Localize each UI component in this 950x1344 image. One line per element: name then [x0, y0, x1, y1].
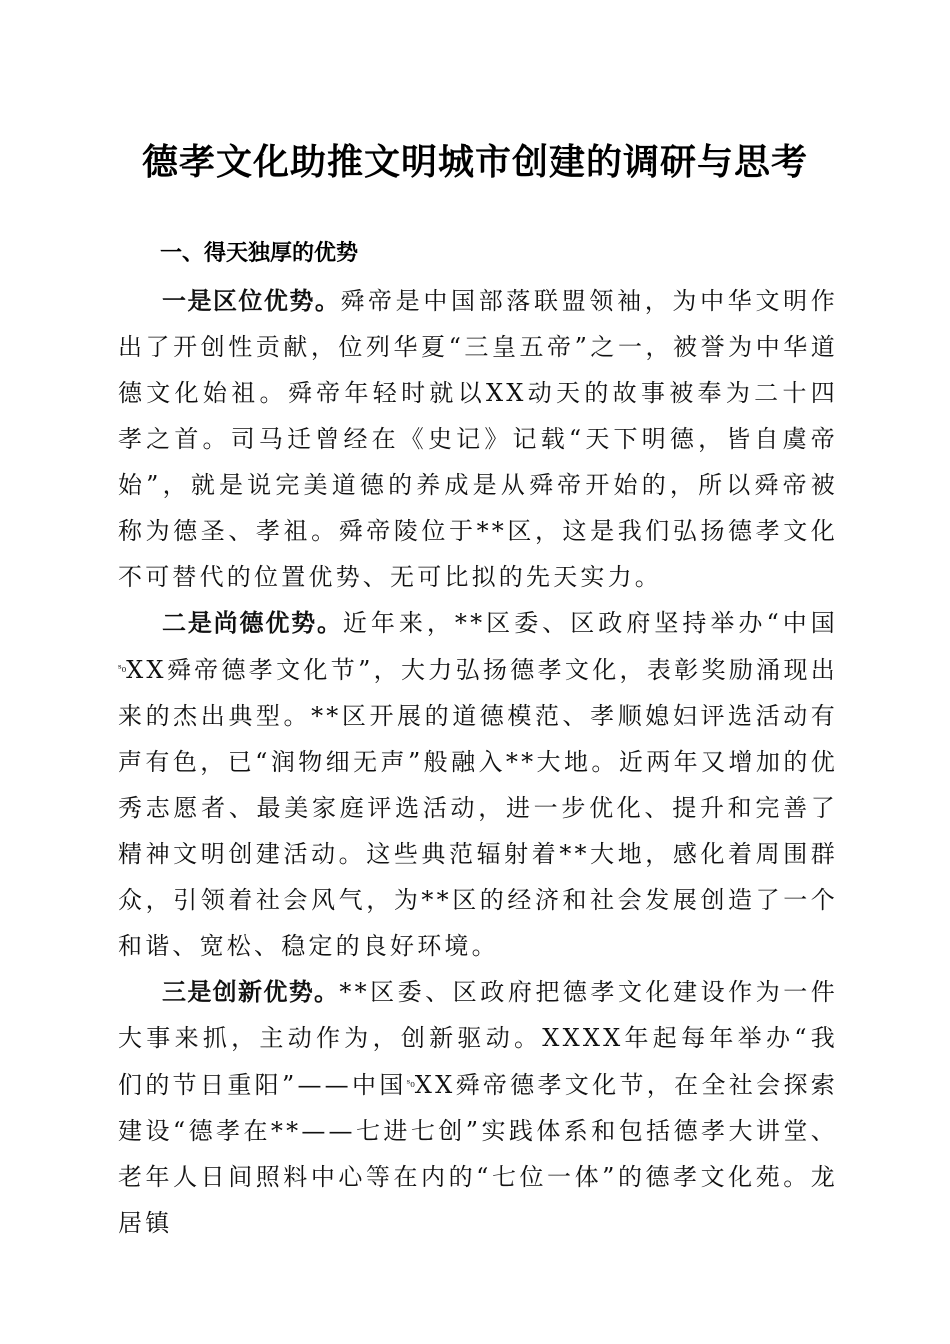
paragraph-text: 近年来，**区委、区政府坚持举办“中国 — [342, 609, 838, 637]
section-heading: 一、得天独厚的优势 — [160, 241, 359, 266]
garbled-mark: ˢ₀ — [118, 662, 127, 675]
paragraph-text: XX舜帝德孝文化节，在全社会探索建设“德孝在**——七进七创”实践体系和包括德孝大讲堂、老年人日间照料中心等在内的“七位一体”的德孝文化苑。龙居镇 — [118, 1071, 838, 1237]
paragraph-lead: 二是尚德优势。 — [162, 609, 343, 637]
paragraph-text: 舜帝是中国部落联盟领袖，为中华文明作出了开创性贡献，位列华夏“三皇五帝”之一，被誉为中华道德文化始祖。舜帝年轻时就以XX动天的故事被奉为二十四孝之首。司马迁曾经在《史记》记载“天下明德，皆自虞帝始”，就是说完美道德的养成是从舜帝开始的，所以舜帝被称为德圣、孝祖。舜帝陵位于**区，这是我们弘扬德孝文化不可替代的位置优势、无可比拟的先天实力。 — [118, 287, 838, 591]
document-title: 德孝文化助推文明城市创建的调研与思考 — [141, 141, 808, 183]
paragraph-lead: 一是区位优势。 — [162, 287, 341, 315]
paragraph-text: **区委、区政府把德孝文化建设作为一件大事来抓，主动作为，创新驱动。XXXX年起每年举办“我们的节日重阳”——中国 — [118, 978, 838, 1099]
paragraph-virtue-advantage — [118, 600, 838, 969]
paragraph-lead: 三是创新优势。 — [162, 978, 340, 1006]
document-body — [118, 278, 838, 1246]
garbled-mark: ˢ₀ — [406, 1077, 415, 1090]
paragraph-location-advantage — [118, 278, 838, 600]
paragraph-text: XX舜帝德孝文化节”，大力弘扬德孝文化，表彰奖励涌现出来的杰出典型。**区开展的道德模范、孝顺媳妇评选活动有声有色，已“润物细无声”般融入**大地。近两年又增加的优秀志愿者、最美家庭评选活动，进一步优化、提升和完善了精神文明创建活动。这些典范辐射着**大地，感化着周围群众，引领着社会风气，为**区的经济和社会发展创造了一个和谐、宽松、稳定的良好环境。 — [118, 656, 838, 960]
paragraph-innovation-advantage — [118, 969, 838, 1246]
